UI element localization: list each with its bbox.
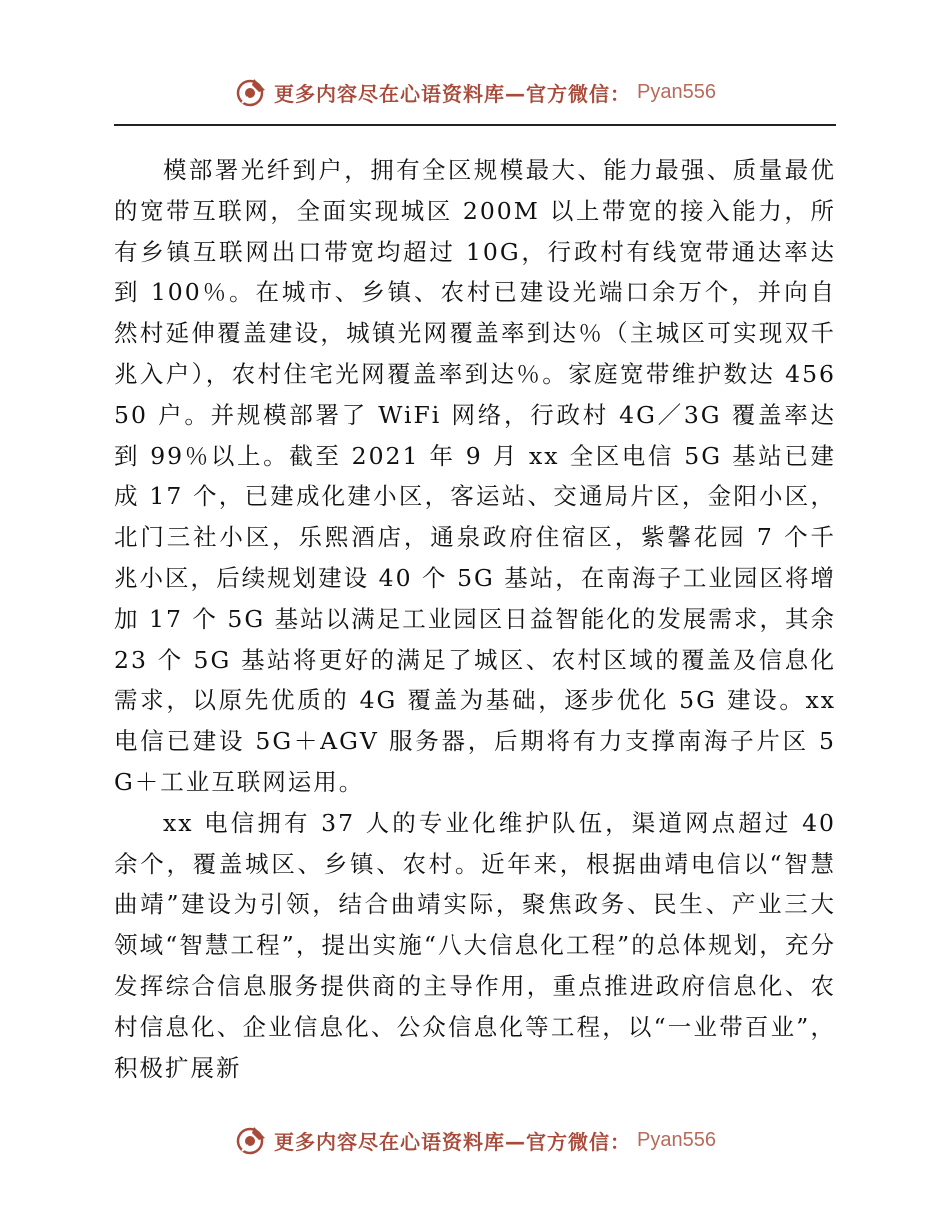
document-body [114, 150, 836, 1088]
header-divider [114, 124, 836, 126]
header-wechat-id: Pyan556 [637, 80, 716, 103]
paragraph-2: xx 电信拥有 37 人的专业化维护队伍，渠道网点超过 40 余个，覆盖城区、乡镇、农村。近年来，根据曲靖电信以“智慧曲靖”建设为引领，结合曲靖实际，聚焦政务、民生、产业三大领域“智慧工程”，提出实施“八大信息化工程”的总体规划，充分发挥综合信息服务提供商的主导作用，重点推进政府信息化、农村信息化、企业信息化、公众信息化等工程，以“一业带百业”，积极扩展新 [114, 808, 836, 1082]
header-banner [0, 72, 950, 112]
pen-seal-logo-icon [234, 75, 268, 109]
footer-banner [0, 1120, 950, 1160]
pen-seal-logo-icon [234, 1123, 268, 1157]
footer-banner-text: 更多内容尽在心语资料库—官方微信： [274, 1129, 632, 1154]
footer-wechat-id: Pyan556 [637, 1128, 716, 1151]
paragraph-1: 模部署光纤到户，拥有全区规模最大、能力最强、质量最优的宽带互联网，全面实现城区 200M 以上带宽的接入能力，所有乡镇互联网出口带宽均超过 10G，行政村有线宽带通达率达到 100％。在城市、乡镇、农村已建设光端口余万个，并向自然村延伸覆盖建设，城镇光网覆盖率到达％（主城区可实现双千兆入户），农村住宅光网覆盖率到达％。家庭宽带维护数达 45650 户。并规模部署了 WiFi 网络，行政村 4G／3G 覆盖率达到 99％以上。截至 2021 年 9 月 xx 全区电信 5G 基站已建成 17 个，已建成化建小区，客运站、交通局片区，金阳小区，北门三社小区，乐熙酒店，通泉政府住宿区，紫馨花园 7 个千兆小区，后续规划建设 40 个 5G 基站，在南海子工业园区将增加 17 个 5G 基站以满足工业园区日益智能化的发展需求，其余 23 个 5G 基站将更好的满足了城区、农村区域的覆盖及信息化需求，以原先优质的 4G 覆盖为基础，逐步优化 5G 建设。xx 电信已建设 5G＋AGV 服务器，后期将有力支撑南海子片区 5G＋工业互联网运用。 [114, 156, 836, 796]
header-banner-text: 更多内容尽在心语资料库—官方微信： [274, 81, 632, 106]
